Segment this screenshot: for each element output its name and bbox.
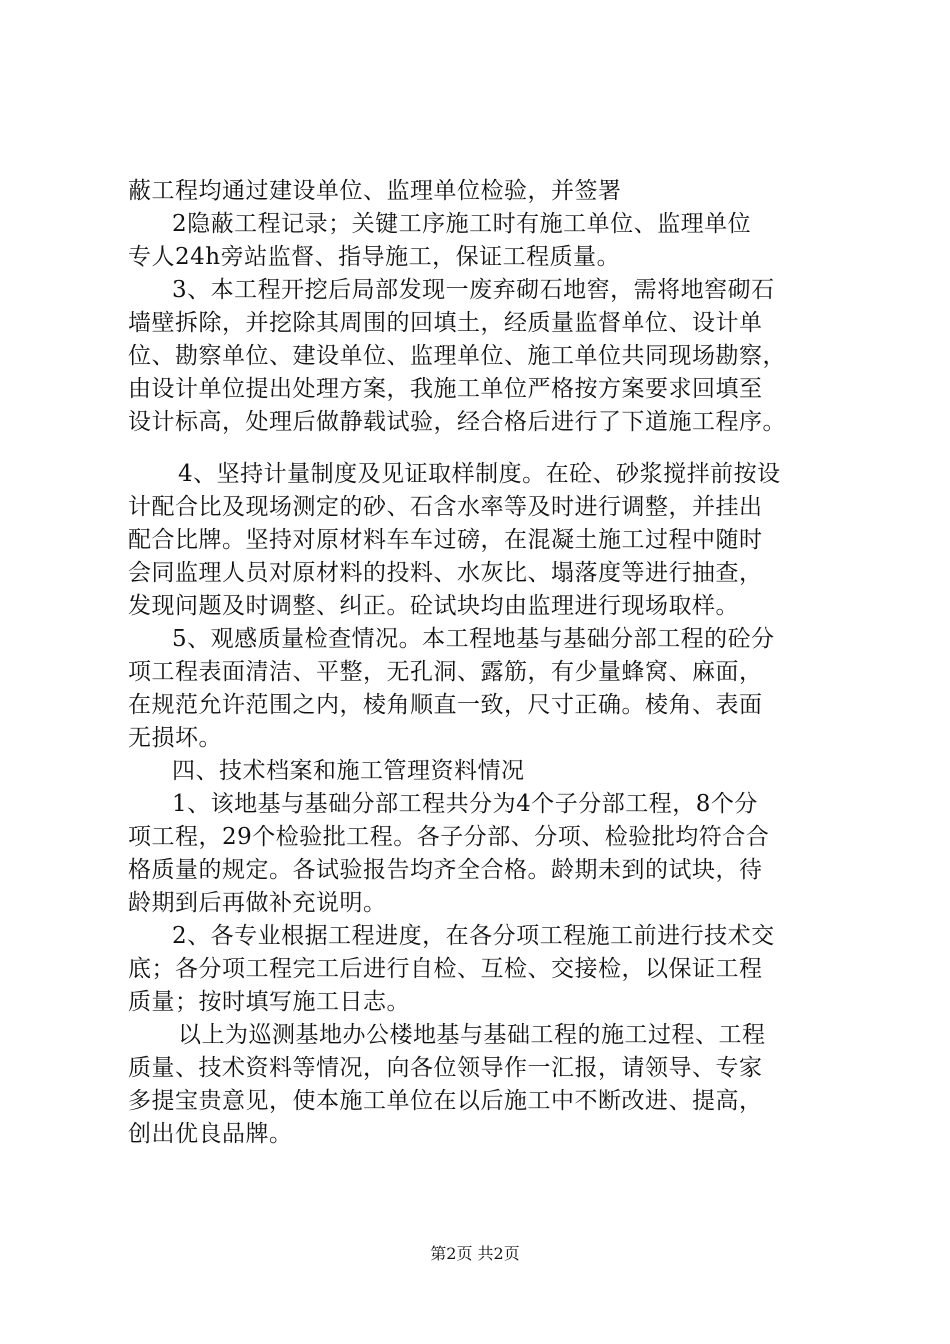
text-line: 质量、技术资料等情况，向各位领导作一汇报，请领导、专家: [128, 1055, 763, 1081]
text-line: 计配合比及现场测定的砂、石含水率等及时进行调整，并挂出: [128, 494, 763, 520]
text-line: 发现问题及时调整、纠正。砼试块均由监理进行现场取样。: [128, 593, 739, 619]
text-line: 4、坚持计量制度及见证取样制度。在砼、砂浆搅拌前按设: [178, 461, 781, 487]
text-line: 会同监理人员对原材料的投料、水灰比、塌落度等进行抽查，: [128, 560, 763, 586]
text-line: 3、本工程开挖后局部发现一废弃砌石地窖，需将地窖砌石: [172, 277, 775, 303]
section-heading: 四、技术档案和施工管理资料情况: [172, 758, 525, 784]
text-line: 1、该地基与基础分部工程共分为4个子分部工程，8个分: [172, 791, 758, 817]
text-line: 在规范允许范围之内，棱角顺直一致，尺寸正确。棱角、表面: [128, 692, 763, 718]
text-line: 底；各分项工程完工后进行自检、互检、交接检，以保证工程: [128, 956, 763, 982]
text-line: 2、各专业根据工程进度，在各分项工程施工前进行技术交: [172, 923, 775, 949]
text-line: 多提宝贵意见，使本施工单位在以后施工中不断改进、提高，: [128, 1088, 763, 1114]
text-line: 项工程，29个检验批工程。各子分部、分项、检验批均符合合: [128, 824, 770, 850]
text-line: 5、观感质量检查情况。本工程地基与基础分部工程的砼分: [172, 626, 775, 652]
text-line: 位、勘察单位、建设单位、监理单位、施工单位共同现场勘察，: [128, 343, 786, 369]
text-line: 以上为巡测基地办公楼地基与基础工程的施工过程、工程: [178, 1022, 766, 1048]
text-line: 格质量的规定。各试验报告均齐全合格。龄期未到的试块，待: [128, 857, 763, 883]
text-line: 由设计单位提出处理方案，我施工单位严格按方案要求回填至: [128, 376, 763, 402]
text-line: 配合比牌。坚持对原材料车车过磅，在混凝土施工过程中随时: [128, 527, 763, 553]
text-line: 创出优良品牌。: [128, 1121, 293, 1147]
text-line: 龄期到后再做补充说明。: [128, 890, 387, 916]
text-line: 蔽工程均通过建设单位、监理单位检验，并签署: [128, 178, 622, 204]
text-line: 设计标高，处理后做静载试验，经合格后进行了下道施工程序。: [128, 409, 786, 435]
text-line: 质量；按时填写施工日志。: [128, 989, 410, 1015]
text-line: 无损坏。: [128, 725, 222, 751]
page-number-footer: 第2页 共2页: [430, 1244, 520, 1263]
text-line: 2隐蔽工程记录；关键工序施工时有施工单位、监理单位: [172, 211, 752, 237]
text-line: 墙壁拆除，并挖除其周围的回填土，经质量监督单位、设计单: [128, 310, 763, 336]
text-line: 项工程表面清洁、平整，无孔洞、露筋，有少量蜂窝、麻面，: [128, 659, 763, 685]
text-line: 专人24h旁站监督、指导施工，保证工程质量。: [128, 244, 621, 270]
